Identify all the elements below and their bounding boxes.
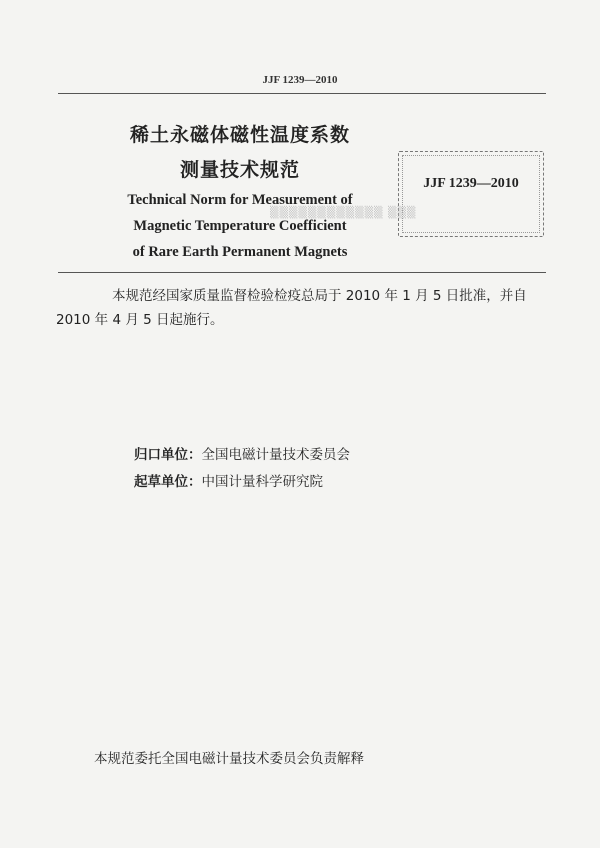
- title-rule: [58, 272, 546, 273]
- header-rule: [58, 93, 546, 94]
- running-head: JJF 1239—2010: [262, 74, 338, 86]
- drafting-unit-row: [134, 470, 323, 490]
- english-title-line-2: Magnetic Temperature Coefficient: [133, 218, 347, 234]
- approval-paragraph: [56, 284, 548, 332]
- responsible-unit-value: 全国电磁计量技术委员会: [201, 447, 350, 463]
- english-title-line-3: of Rare Earth Permanent Magnets: [132, 244, 348, 260]
- drafting-unit-value: 中国计量科学研究院: [201, 474, 323, 490]
- drafting-unit-label: 起草单位：: [134, 474, 202, 490]
- standard-code: JJF 1239—2010: [423, 176, 519, 191]
- approval-line-2: 2010 年 4 月 5 日起施行。: [56, 312, 224, 328]
- chinese-title-line-2: 测量技术规范: [179, 159, 300, 181]
- responsible-unit-row: [134, 443, 350, 463]
- standard-code-box: [398, 151, 544, 237]
- interpretation-note: 本规范委托全国电磁计量技术委员会负责解释: [94, 751, 364, 767]
- approval-line-1: 本规范经国家质量监督检验检疫总局于 2010 年 1 月 5 日批准，并自: [112, 288, 527, 304]
- responsible-unit-label: 归口单位：: [134, 447, 202, 463]
- chinese-title-line-1: 稀土永磁体磁性温度系数: [129, 124, 350, 146]
- faint-stamp-mark: ▒▒▒▒▒▒▒▒▒▒▒▒ ▒▒▒: [270, 206, 417, 219]
- english-title-line-1: Technical Norm for Measurement of: [127, 192, 353, 208]
